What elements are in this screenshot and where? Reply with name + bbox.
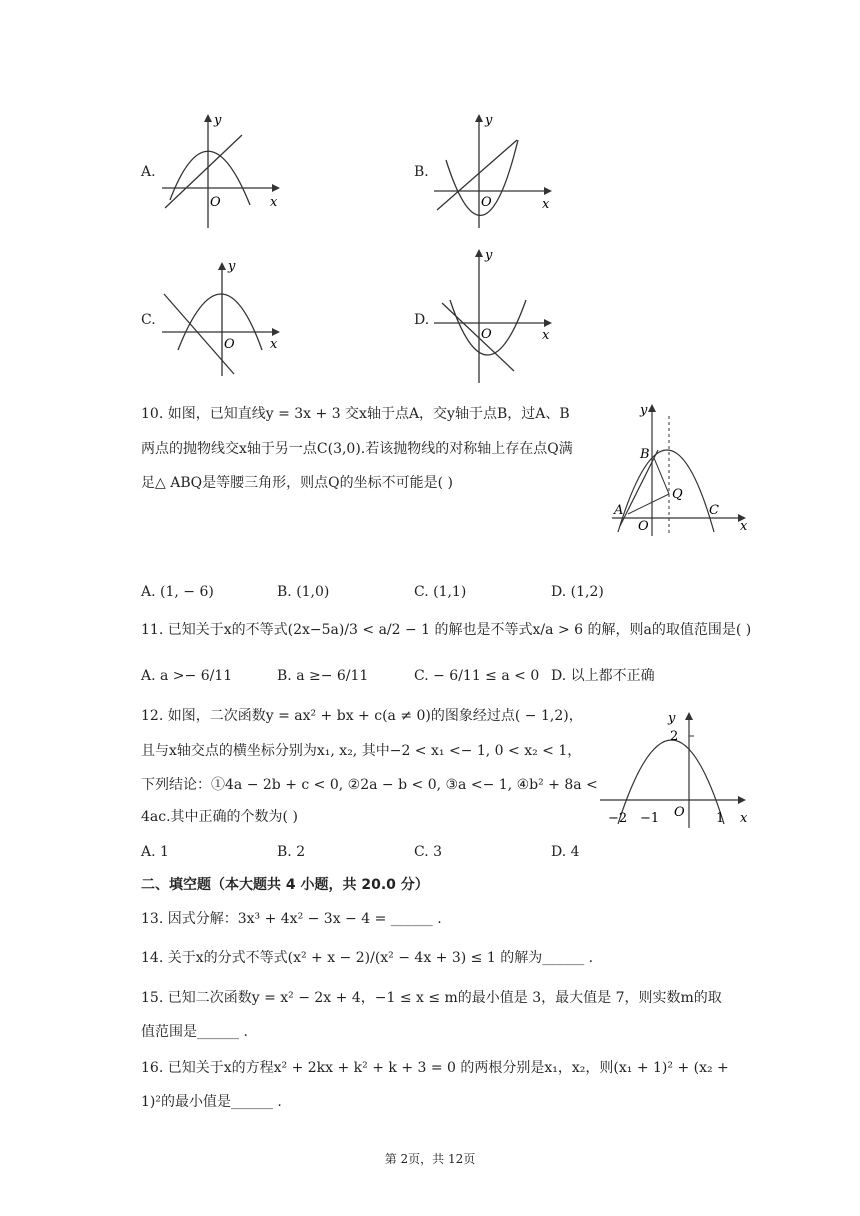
q12-line1: 12. 如图，二次函数y = ax² + bx + c(a ≠ 0)的图象经过点( − 1,2)， (141, 708, 583, 724)
origin-label: O (674, 805, 685, 820)
q12-line4: 4ac.其中正确的个数为( ) (141, 809, 298, 825)
q11-option-c: C. − 6/11 ≤ a < 0 (414, 668, 540, 684)
option-d-graph (432, 245, 562, 385)
x-tick-1: 1 (716, 811, 725, 826)
origin-label: O (481, 195, 492, 210)
point-c-label: C (709, 503, 719, 518)
q12-line3: 下列结论：①4a − 2b + c < 0, ②2a − b < 0, ③a <− 1, ④b² + 8a < (141, 777, 598, 793)
q15-line1: 15. 已知二次函数y = x² − 2x + 4，−1 ≤ x ≤ m的最小值是 3，最大值是 7，则实数m的取 (141, 990, 722, 1006)
y-axis-label: y (640, 403, 648, 418)
q12-option-b: B. 2 (277, 844, 306, 860)
x-tick-neg1: −1 (640, 811, 660, 826)
section-heading: 二、填空题（本大题共 4 小题，共 20.0 分） (141, 877, 429, 893)
origin-label: O (638, 519, 649, 534)
page-footer: 第 2页，共 12页 (384, 1152, 476, 1166)
x-axis-label: x (542, 328, 550, 343)
q12-option-d: D. 4 (551, 844, 580, 860)
q10-figure (610, 398, 755, 538)
q16-line1: 16. 已知关于x的方程x² + 2kx + k² + k + 3 = 0 的两根分别是x₁，x₂，则(x₁ + 1)² + (x₂ + (141, 1060, 729, 1076)
point-a-label: A (614, 503, 624, 518)
origin-label: O (224, 337, 235, 352)
option-a-label: A. (141, 164, 156, 180)
option-d-label: D. (414, 312, 430, 328)
x-tick-neg2: −2 (608, 811, 628, 826)
q11-option-d: D. 以上都不正确 (551, 668, 655, 684)
y-axis-label: y (668, 711, 676, 726)
q10-option-b: B. (1,0) (277, 584, 330, 600)
point-q-label: Q (672, 487, 683, 502)
option-b-label: B. (414, 164, 429, 180)
origin-label: O (481, 327, 492, 342)
q14-text: 14. 关于x的分式不等式(x² + x − 2)/(x² − 4x + 3) ≤ 1 的解为______ . (141, 950, 594, 966)
q12-figure (598, 706, 753, 830)
q10-option-d: D. (1,2) (551, 584, 604, 600)
y-axis-label: y (485, 248, 493, 263)
x-axis-label: x (740, 811, 748, 826)
q11-option-a: A. a >− 6/11 (141, 668, 233, 684)
origin-label: O (210, 195, 221, 210)
q10-line2: 两点的抛物线交x轴于另一点C(3,0).若该抛物线的对称轴上存在点Q满 (141, 441, 573, 457)
option-c-graph (160, 258, 290, 378)
option-a-graph (160, 110, 290, 230)
y-axis-label: y (228, 259, 236, 274)
q16-line2: 1)²的最小值是______ . (141, 1094, 282, 1110)
x-axis-label: x (542, 197, 550, 212)
q10-option-a: A. (1, − 6) (141, 584, 214, 600)
y-tick-2: 2 (670, 729, 679, 744)
q11-line1: 11. 已知关于x的不等式(2x−5a)/3 < a/2 − 1 的解也是不等式x/a > 6 的解，则a的取值范围是( ) (141, 622, 752, 638)
x-axis-label: x (270, 195, 278, 210)
q10-option-c: C. (1,1) (414, 584, 467, 600)
x-axis-label: x (270, 337, 278, 352)
y-axis-label: y (214, 113, 222, 128)
q12-line2: 且与x轴交点的横坐标分别为x₁, x₂, 其中−2 < x₁ <− 1, 0 < x₂ < 1， (141, 743, 582, 759)
q12-option-c: C. 3 (414, 844, 443, 860)
point-b-label: B (640, 447, 650, 462)
option-c-label: C. (141, 312, 156, 328)
q15-line2: 值范围是______ . (141, 1024, 248, 1040)
y-axis-label: y (485, 113, 493, 128)
q10-line3: 足△ ABQ是等腰三角形，则点Q的坐标不可能是( ) (141, 475, 453, 491)
q11-option-b: B. a ≥− 6/11 (277, 668, 369, 684)
x-axis-label: x (740, 519, 748, 534)
q10-line1: 10. 如图，已知直线y = 3x + 3 交x轴于点A，交y轴于点B，过A、B (141, 406, 570, 422)
q13-text: 13. 因式分解：3x³ + 4x² − 3x − 4 = ______ . (141, 911, 442, 927)
option-b-graph (432, 110, 562, 230)
q12-option-a: A. 1 (141, 844, 169, 860)
